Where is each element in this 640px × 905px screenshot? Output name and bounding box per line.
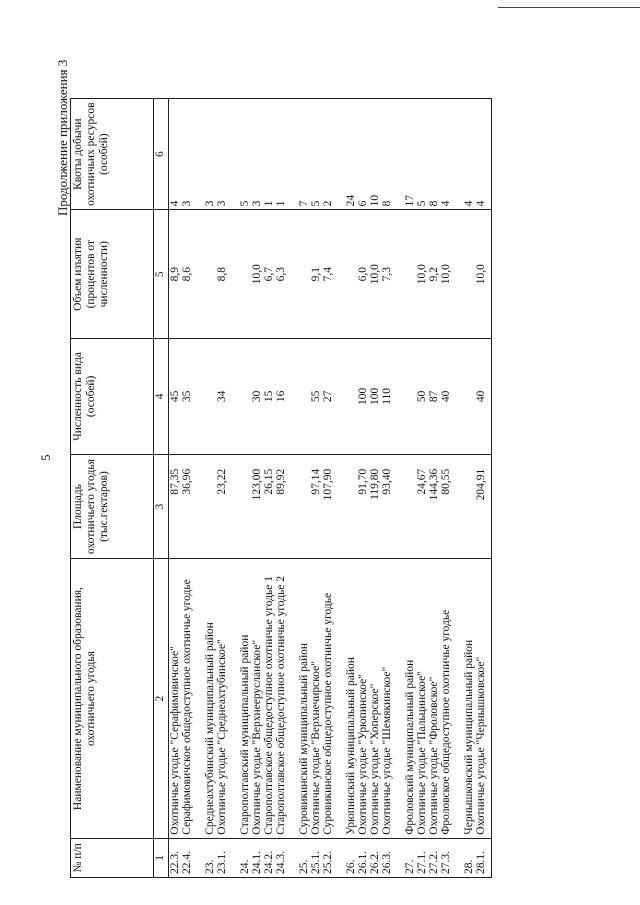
- column-number: 3: [154, 454, 169, 559]
- spacer-row: [334, 99, 345, 878]
- table-row: [239, 99, 251, 878]
- row-area: [298, 454, 310, 559]
- spacer-cell: [452, 838, 463, 877]
- row-name: Охотничье угодье "Пальцинское": [416, 559, 428, 838]
- spacer-cell: [393, 339, 404, 455]
- row-name: Старополтавское общедоступное охотничье угодье 1: [263, 559, 275, 838]
- spacer-cell: [228, 99, 239, 210]
- header-area: Площадь охотничьего угодья (тыс.гектаров): [71, 454, 154, 559]
- table-row: [322, 99, 334, 878]
- row-number: 24.2.: [263, 838, 275, 877]
- spacer-cell: [452, 99, 463, 210]
- spacer-cell: [228, 454, 239, 559]
- row-quota: 10: [369, 99, 381, 210]
- row-name: Охотничье угодье "Верхнеерусланское": [251, 559, 263, 838]
- row-quota: 5: [310, 99, 322, 210]
- row-quota: 4: [475, 99, 492, 210]
- row-quota: 1: [275, 99, 287, 210]
- spacer-cell: [287, 210, 298, 339]
- row-quota: 4: [440, 99, 452, 210]
- table-row: [263, 99, 275, 878]
- table-row: [463, 99, 475, 878]
- row-count: [239, 339, 251, 455]
- spacer-cell: [228, 559, 239, 838]
- row-percent: [404, 210, 416, 339]
- row-name: Охотничье угодье "Чернышковское": [475, 559, 492, 838]
- row-area: 87,35: [169, 454, 182, 559]
- row-count: 87: [428, 339, 440, 455]
- row-percent: 6,3: [275, 210, 287, 339]
- row-percent: [204, 210, 216, 339]
- row-name: Охотничье угодье "Среднеахтубинское": [216, 559, 228, 838]
- row-percent: 9,2: [428, 210, 440, 339]
- row-name: Охотничье угодье "Верхнечирское": [310, 559, 322, 838]
- table-row: [369, 99, 381, 878]
- row-area: 24,67: [416, 454, 428, 559]
- row-quota: 4: [169, 99, 182, 210]
- spacer-cell: [393, 838, 404, 877]
- row-number: 24.: [239, 838, 251, 877]
- spacer-cell: [193, 838, 204, 877]
- row-name: Охотничье угодье "Хоперское": [369, 559, 381, 838]
- row-percent: 7,4: [322, 210, 334, 339]
- row-percent: 9,1: [310, 210, 322, 339]
- spacer-cell: [452, 339, 463, 455]
- row-number: 27.1.: [416, 838, 428, 877]
- row-count: 16: [275, 339, 287, 455]
- table-row: [381, 99, 393, 878]
- row-area: 93,40: [381, 454, 393, 559]
- row-number: 27.3.: [440, 838, 452, 877]
- row-count: 55: [310, 339, 322, 455]
- spacer-cell: [334, 339, 345, 455]
- row-count: 34: [216, 339, 228, 455]
- row-percent: [345, 210, 357, 339]
- row-quota: 17: [404, 99, 416, 210]
- row-quota: 4: [463, 99, 475, 210]
- column-number-row: [154, 99, 169, 878]
- header-name: Наименование муниципального образования, охотничьего угодья: [71, 559, 154, 838]
- row-number: 26.1.: [357, 838, 369, 877]
- table-row: [428, 99, 440, 878]
- row-name: Чернышковский муниципальный район: [463, 559, 475, 838]
- table-row: [310, 99, 322, 878]
- row-quota: 8: [381, 99, 393, 210]
- spacer-cell: [287, 99, 298, 210]
- row-number: 24.1.: [251, 838, 263, 877]
- table-row: [357, 99, 369, 878]
- header-num: № п/п: [71, 838, 154, 877]
- row-number: 25.2.: [322, 838, 334, 877]
- row-area: 89,92: [275, 454, 287, 559]
- table-row: [416, 99, 428, 878]
- spacer-cell: [193, 339, 204, 455]
- row-quota: 3: [181, 99, 193, 210]
- table-row: [440, 99, 452, 878]
- spacer-row: [452, 99, 463, 878]
- table-row: [169, 99, 182, 878]
- table-row: [181, 99, 193, 878]
- row-percent: 10,0: [416, 210, 428, 339]
- row-quota: 6: [357, 99, 369, 210]
- spacer-cell: [452, 454, 463, 559]
- row-number: 23.1.: [216, 838, 228, 877]
- row-name: Среднеахтубинский муниципальный район: [204, 559, 216, 838]
- spacer-cell: [193, 559, 204, 838]
- row-area: [404, 454, 416, 559]
- row-number: 27.2.: [428, 838, 440, 877]
- spacer-cell: [228, 838, 239, 877]
- row-percent: 6,0: [357, 210, 369, 339]
- row-area: [239, 454, 251, 559]
- spacer-cell: [334, 454, 345, 559]
- row-count: [298, 339, 310, 455]
- row-quota: 24: [345, 99, 357, 210]
- header-quota: Квоты добычи охотничьих ресурсов (особей): [71, 99, 154, 210]
- row-count: [404, 339, 416, 455]
- row-percent: [298, 210, 310, 339]
- row-area: 144,36: [428, 454, 440, 559]
- row-quota: 5: [239, 99, 251, 210]
- row-count: 35: [181, 339, 193, 455]
- spacer-cell: [287, 339, 298, 455]
- row-percent: 8,6: [181, 210, 193, 339]
- row-name: Суровикинский муниципальный район: [298, 559, 310, 838]
- spacer-cell: [287, 559, 298, 838]
- row-percent: 8,8: [216, 210, 228, 339]
- spacer-cell: [228, 339, 239, 455]
- spacer-cell: [334, 99, 345, 210]
- row-area: 123,00: [251, 454, 263, 559]
- row-count: [463, 339, 475, 455]
- row-percent: 10,0: [251, 210, 263, 339]
- row-quota: 3: [251, 99, 263, 210]
- row-number: 26.2.: [369, 838, 381, 877]
- row-name: Суровикинское общедоступное охотничье угодье: [322, 559, 334, 838]
- row-name: Урюпинский муниципальный район: [345, 559, 357, 838]
- spacer-cell: [193, 454, 204, 559]
- row-area: [345, 454, 357, 559]
- row-name: Охотничье угодье "Фроловское": [428, 559, 440, 838]
- spacer-cell: [452, 210, 463, 339]
- row-number: 28.: [463, 838, 475, 877]
- header-count: Численность вида (особей): [71, 339, 154, 455]
- row-count: 40: [440, 339, 452, 455]
- row-percent: 10,0: [440, 210, 452, 339]
- row-quota: 2: [322, 99, 334, 210]
- spacer-row: [228, 99, 239, 878]
- row-number: 25.: [298, 838, 310, 877]
- quota-table: [70, 98, 492, 878]
- row-number: 22.3.: [169, 838, 182, 877]
- row-name: Старополтавский муниципальный район: [239, 559, 251, 838]
- row-count: 15: [263, 339, 275, 455]
- row-number: 26.: [345, 838, 357, 877]
- column-number: 4: [154, 339, 169, 455]
- table-row: [275, 99, 287, 878]
- row-area: 26,15: [263, 454, 275, 559]
- row-percent: 6,7: [263, 210, 275, 339]
- row-area: 80,55: [440, 454, 452, 559]
- spacer-cell: [193, 210, 204, 339]
- header-row: [71, 99, 154, 878]
- row-area: 107,90: [322, 454, 334, 559]
- row-area: [463, 454, 475, 559]
- column-number: 5: [154, 210, 169, 339]
- row-percent: [463, 210, 475, 339]
- row-percent: 8,9: [169, 210, 182, 339]
- row-area: 119,80: [369, 454, 381, 559]
- page-number: 5: [38, 454, 53, 461]
- row-count: 30: [251, 339, 263, 455]
- row-number: 22.4.: [181, 838, 193, 877]
- table-row: [345, 99, 357, 878]
- spacer-cell: [334, 838, 345, 877]
- spacer-row: [193, 99, 204, 878]
- row-percent: [239, 210, 251, 339]
- table-body: [169, 99, 492, 878]
- row-count: 100: [357, 339, 369, 455]
- spacer-cell: [334, 559, 345, 838]
- table-row: [204, 99, 216, 878]
- row-count: [345, 339, 357, 455]
- table-row: [216, 99, 228, 878]
- spacer-cell: [393, 99, 404, 210]
- row-count: 40: [475, 339, 492, 455]
- row-name: Старополтавское общедоступное охотничье угодье 2: [275, 559, 287, 838]
- row-number: 27.: [404, 838, 416, 877]
- spacer-cell: [393, 210, 404, 339]
- row-quota: 5: [416, 99, 428, 210]
- row-count: [204, 339, 216, 455]
- row-count: 110: [381, 339, 393, 455]
- table-row: [475, 99, 492, 878]
- row-quota: 3: [216, 99, 228, 210]
- row-name: Охотничье угодье "Урюпинское": [357, 559, 369, 838]
- table-row: [251, 99, 263, 878]
- spacer-cell: [228, 210, 239, 339]
- row-area: 91,70: [357, 454, 369, 559]
- row-area: 23,22: [216, 454, 228, 559]
- spacer-row: [393, 99, 404, 878]
- row-quota: 1: [263, 99, 275, 210]
- row-number: 24.3.: [275, 838, 287, 877]
- row-name: Фроловское общедоступное охотничье угодье: [440, 559, 452, 838]
- column-number: 2: [154, 559, 169, 838]
- spacer-cell: [287, 454, 298, 559]
- column-number: 6: [154, 99, 169, 210]
- row-count: 45: [169, 339, 182, 455]
- row-percent: 7,3: [381, 210, 393, 339]
- table-row: [404, 99, 416, 878]
- row-count: 50: [416, 339, 428, 455]
- row-area: 204,91: [475, 454, 492, 559]
- row-count: 100: [369, 339, 381, 455]
- row-name: Охотничье угодье "Шемякинское": [381, 559, 393, 838]
- row-quota: 7: [298, 99, 310, 210]
- row-percent: 10,0: [369, 210, 381, 339]
- row-percent: 10,0: [475, 210, 492, 339]
- row-count: 27: [322, 339, 334, 455]
- row-number: 26.3.: [381, 838, 393, 877]
- row-name: Охотничье угодье "Серафимовичское": [169, 559, 182, 838]
- spacer-cell: [334, 210, 345, 339]
- continuation-label: Продолжение приложения 3: [55, 59, 70, 216]
- row-quota: 8: [428, 99, 440, 210]
- spacer-cell: [452, 559, 463, 838]
- header-percent: Объем изъятия (процентов от численности): [71, 210, 154, 339]
- row-number: 28.1.: [475, 838, 492, 877]
- spacer-cell: [193, 99, 204, 210]
- row-name: Фроловский муниципальный район: [404, 559, 416, 838]
- spacer-cell: [287, 838, 298, 877]
- row-area: 97,14: [310, 454, 322, 559]
- row-number: 23.: [204, 838, 216, 877]
- row-area: 36,96: [181, 454, 193, 559]
- row-area: [204, 454, 216, 559]
- column-number: 1: [154, 838, 169, 877]
- spacer-row: [287, 99, 298, 878]
- row-name: Серафимовичское общедоступное охотничье угодье: [181, 559, 193, 838]
- spacer-cell: [393, 559, 404, 838]
- row-number: 25.1.: [310, 838, 322, 877]
- table-row: [298, 99, 310, 878]
- row-quota: 3: [204, 99, 216, 210]
- spacer-cell: [393, 454, 404, 559]
